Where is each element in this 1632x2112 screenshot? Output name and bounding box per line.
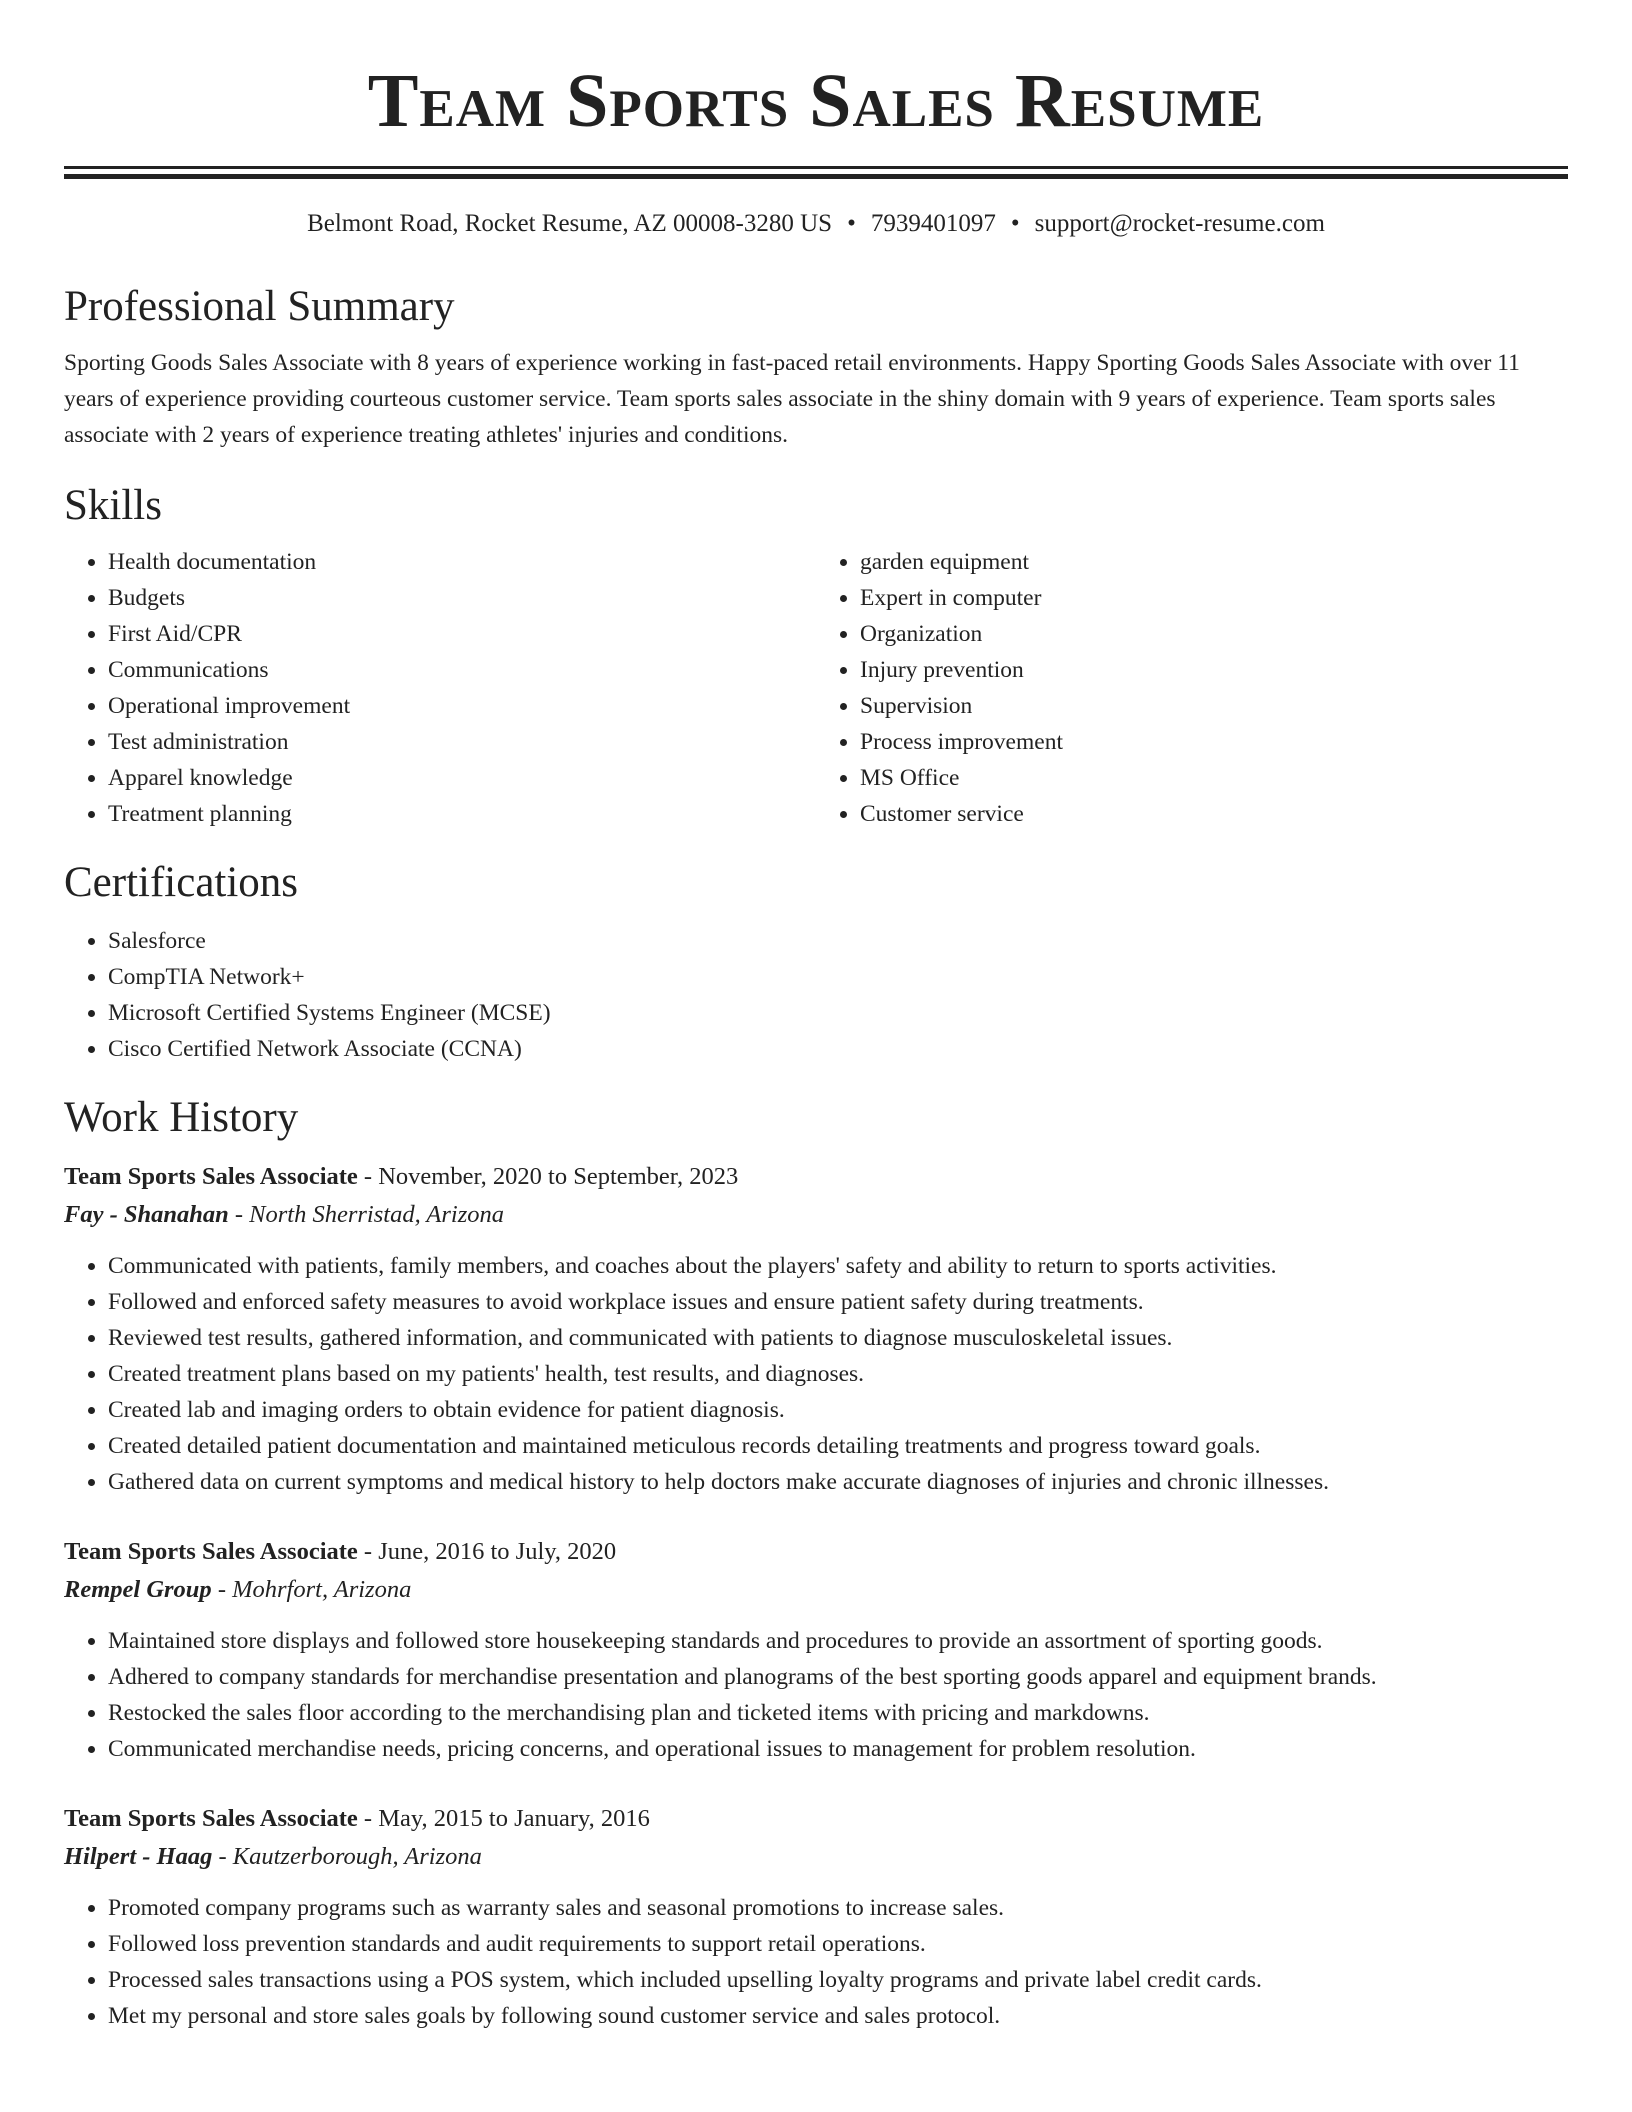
- skills-heading: Skills: [64, 482, 162, 529]
- certification-item: • Microsoft Certified Systems Engineer (MCSE): [108, 995, 1568, 1031]
- job-title: Team Sports Sales Associate: [64, 1538, 358, 1565]
- job-title-line: [64, 1533, 1568, 1571]
- job-company-line: [64, 1571, 1568, 1609]
- skill-item: • Organization: [860, 616, 1568, 652]
- skill-item: • Supervision: [860, 688, 1568, 724]
- job-bullets: [64, 1623, 1568, 1767]
- job-location: - Kautzerborough, Arizona: [212, 1843, 482, 1870]
- contact-address: Belmont Road, Rocket Resume, AZ 00008-3280 US: [307, 210, 833, 237]
- contact-line: [64, 207, 1568, 241]
- job-bullet: • Processed sales transactions using a POS system, which included upselling loyalty programs and private label credit cards.: [108, 1962, 1568, 1998]
- job-bullet: • Maintained store displays and followed store housekeeping standards and procedures to provide an assortment of sporting goods.: [108, 1623, 1568, 1659]
- job-bullet: • Created lab and imaging orders to obtain evidence for patient diagnosis.: [108, 1392, 1568, 1428]
- job-bullet: • Reviewed test results, gathered information, and communicated with patients to diagnose musculoskeletal issues.: [108, 1320, 1568, 1356]
- resume-page: [64, 0, 1568, 2034]
- job-entry: [64, 1158, 1568, 1500]
- job-company: Rempel Group: [64, 1576, 212, 1603]
- work-history-heading: Work History: [64, 1094, 299, 1141]
- contact-phone: 7939401097: [870, 210, 996, 237]
- skill-item: • Health documentation: [108, 544, 816, 580]
- job-dates: - November, 2020 to September, 2023: [357, 1163, 739, 1190]
- job-bullet: • Adhered to company standards for merchandise presentation and planograms of the best sporting goods apparel and equipment brands.: [108, 1659, 1568, 1695]
- skills-column-right: [816, 544, 1568, 832]
- skill-item: • Customer service: [860, 796, 1568, 832]
- job-bullet: • Promoted company programs such as warranty sales and seasonal promotions to increase sales.: [108, 1890, 1568, 1926]
- skill-item: • Communications: [108, 652, 816, 688]
- contact-email: support@rocket-resume.com: [1034, 210, 1325, 237]
- job-location: - Mohrfort, Arizona: [211, 1576, 412, 1603]
- job-dates: - June, 2016 to July, 2020: [357, 1538, 617, 1565]
- summary-text: Sporting Goods Sales Associate with 8 years of experience working in fast-paced retail environments. Happy Sporting Goods Sales Associate with over 11 years of experience providing courteous customer service. Team sports sales associate in the shiny domain with 9 years of experience. Team sports sales associate with 2 years of experience treating athletes' injuries and conditions.: [64, 350, 1520, 448]
- job-bullet: • Communicated with patients, family members, and coaches about the players' safety and ability to return to sports activities.: [108, 1248, 1568, 1284]
- job-title: Team Sports Sales Associate: [64, 1163, 358, 1190]
- skills-column-left: [64, 544, 816, 832]
- job-entry: [64, 1533, 1568, 1767]
- contact-separator: •: [1010, 210, 1020, 237]
- skill-item: • First Aid/CPR: [108, 616, 816, 652]
- skill-item: • Process improvement: [860, 724, 1568, 760]
- resume-title: Team Sports Sales Resume: [367, 59, 1265, 143]
- job-location: - North Sherristad, Arizona: [228, 1201, 504, 1228]
- job-bullet: • Restocked the sales floor according to the merchandising plan and ticketed items with pricing and markdowns.: [108, 1695, 1568, 1731]
- skill-item: • Expert in computer: [860, 580, 1568, 616]
- skill-item: • Operational improvement: [108, 688, 816, 724]
- skill-item: • Apparel knowledge: [108, 760, 816, 796]
- job-company: Hilpert - Haag: [64, 1843, 213, 1870]
- certification-item: • CompTIA Network+: [108, 959, 1568, 995]
- job-bullet: • Followed and enforced safety measures to avoid workplace issues and ensure patient safety during treatments.: [108, 1284, 1568, 1320]
- skill-item: • Injury prevention: [860, 652, 1568, 688]
- job-bullet: • Gathered data on current symptoms and medical history to help doctors make accurate diagnoses of injuries and chronic illnesses.: [108, 1464, 1568, 1500]
- job-bullet: • Communicated merchandise needs, pricing concerns, and operational issues to management for problem resolution.: [108, 1731, 1568, 1767]
- job-company-line: [64, 1196, 1568, 1234]
- job-bullet: • Met my personal and store sales goals by following sound customer service and sales protocol.: [108, 1998, 1568, 2034]
- job-bullet: • Created detailed patient documentation and maintained meticulous records detailing treatments and progress toward goals.: [108, 1428, 1568, 1464]
- job-bullets: [64, 1248, 1568, 1500]
- certifications-list: [64, 923, 1568, 1067]
- skills-list: [64, 544, 1568, 832]
- skill-item: • Budgets: [108, 580, 816, 616]
- summary-heading: Professional Summary: [64, 283, 455, 330]
- certifications-heading: Certifications: [64, 859, 299, 906]
- title-divider-top: [64, 166, 1568, 169]
- job-company: Fay - Shanahan: [64, 1201, 229, 1228]
- job-bullet: • Followed loss prevention standards and audit requirements to support retail operations.: [108, 1926, 1568, 1962]
- certification-item: • Salesforce: [108, 923, 1568, 959]
- title-divider-bottom: [64, 174, 1568, 179]
- job-title: Team Sports Sales Associate: [64, 1805, 358, 1832]
- skill-item: • MS Office: [860, 760, 1568, 796]
- skill-item: • Treatment planning: [108, 796, 816, 832]
- job-dates: - May, 2015 to January, 2016: [357, 1805, 650, 1832]
- job-entry: [64, 1800, 1568, 2034]
- skill-item: • Test administration: [108, 724, 816, 760]
- job-bullets: [64, 1890, 1568, 2034]
- job-bullet: • Created treatment plans based on my patients' health, test results, and diagnoses.: [108, 1356, 1568, 1392]
- job-title-line: [64, 1800, 1568, 1838]
- job-title-line: [64, 1158, 1568, 1196]
- certification-item: • Cisco Certified Network Associate (CCNA): [108, 1031, 1568, 1067]
- job-company-line: [64, 1838, 1568, 1876]
- skill-item: • garden equipment: [860, 544, 1568, 580]
- contact-separator: •: [847, 210, 856, 237]
